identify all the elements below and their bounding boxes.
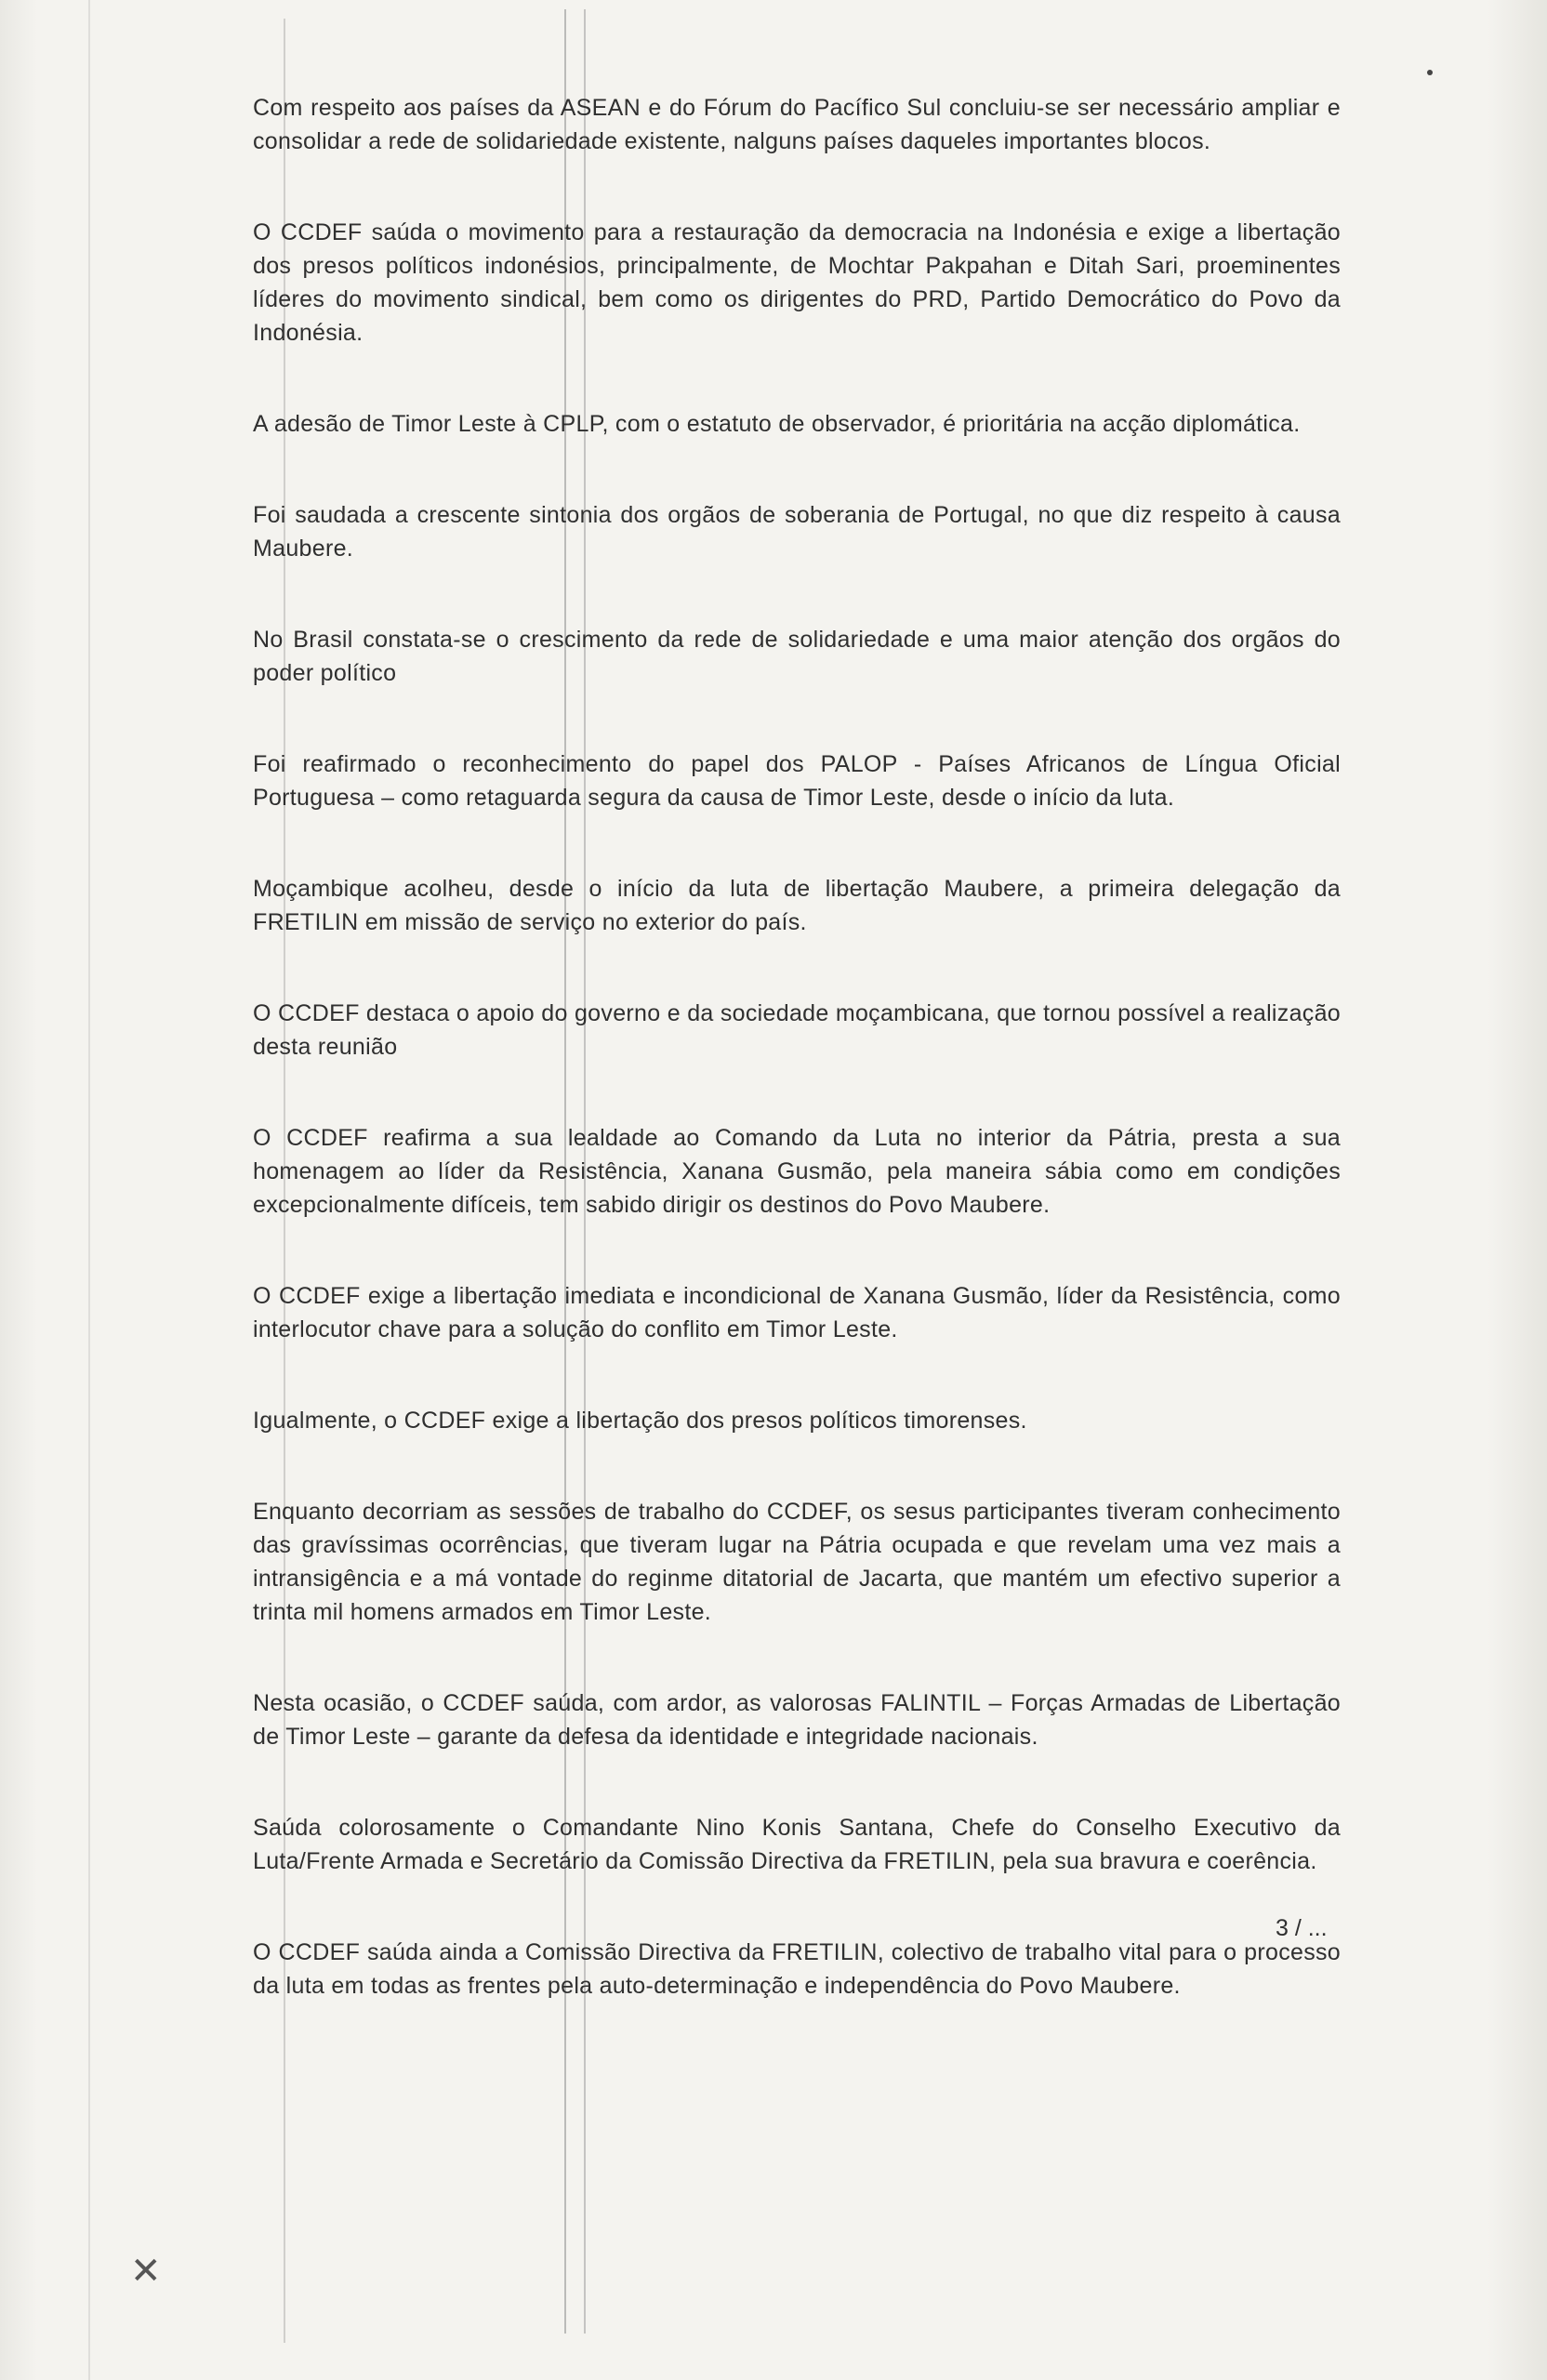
- paragraph-ocorrencias: Enquanto decorriam as sessões de trabalho do CCDEF, os sesus participantes tiveram conhecimento das gravíssimas ocorrências, que tiveram lugar na Pátria ocupada e que revelam uma vez mais a intransigência e a má vontade do reginme ditatorial de Jacarta, que mantém um efectivo superior a trinta mil homens armados em Timor Leste.: [253, 1499, 1341, 1625]
- paragraph-asean: Com respeito aos países da ASEAN e do Fórum do Pacífico Sul concluiu-se ser necessário ampliar e consolidar a rede de solidariedade existente, nalguns países daqueles importantes blocos.: [253, 95, 1341, 154]
- paragraph-libertacao-xanana: O CCDEF exige a libertação imediata e incondicional de Xanana Gusmão, líder da Resistência, como interlocutor chave para a solução do conflito em Timor Leste.: [253, 1283, 1341, 1342]
- paragraph-falintil: Nesta ocasião, o CCDEF saúda, com ardor, as valorosas FALINTIL – Forças Armadas de Libertação de Timor Leste – garante da defesa da identidade e integridade nacionais.: [253, 1690, 1341, 1750]
- scan-speck: [1427, 70, 1433, 75]
- scan-line-edge: [88, 0, 90, 2380]
- paragraph-apoio: O CCDEF destaca o apoio do governo e da sociedade moçambicana, que tornou possível a realização desta reunião: [253, 1000, 1341, 1060]
- document-body: [253, 91, 1341, 2060]
- paragraph-portugal: Foi saudada a crescente sintonia dos orgãos de soberania de Portugal, no que diz respeito à causa Maubere.: [253, 502, 1341, 562]
- paragraph-brasil: No Brasil constata-se o crescimento da rede de solidariedade e uma maior atenção dos orgãos do poder político: [253, 627, 1341, 686]
- paragraph-indonesia: O CCDEF saúda o movimento para a restauração da democracia na Indonésia e exige a libertação dos presos políticos indonésios, principalmente, de Mochtar Pakpahan e Ditah Sari, proeminentes líderes do movimento sindical, bem como os dirigentes do PRD, Partido Democrático do Povo da Indonésia.: [253, 219, 1341, 346]
- paragraph-palop: Foi reafirmado o reconhecimento do papel dos PALOP - Países Africanos de Língua Oficial Portuguesa – como retaguarda segura da causa de Timor Leste, desde o início da luta.: [253, 751, 1341, 811]
- scan-speck: ✕: [130, 2251, 162, 2292]
- paragraph-lealdade: O CCDEF reafirma a sua lealdade ao Comando da Luta no interior da Pátria, presta a sua homenagem ao líder da Resistência, Xanana Gusmão, pela maneira sábia como em condições excepcionalmente difíceis, tem sabido dirigir os destinos do Povo Maubere.: [253, 1125, 1341, 1218]
- paragraph-cplp: A adesão de Timor Leste à CPLP, com o estatuto de observador, é prioritária na acção diplomática.: [253, 411, 1301, 437]
- paragraph-comissao: O CCDEF saúda ainda a Comissão Directiva da FRETILIN, colectivo de trabalho vital para o processo da luta em todas as frentes pela auto-determinação e independência do Povo Maubere.: [253, 1939, 1341, 1999]
- paragraph-mocambique: Moçambique acolheu, desde o início da luta de libertação Maubere, a primeira delegação da FRETILIN em missão de serviço no exterior do país.: [253, 876, 1341, 935]
- paragraph-presos: Igualmente, o CCDEF exige a libertação dos presos políticos timorenses.: [253, 1408, 1027, 1434]
- paragraph-comandante: Saúda colorosamente o Comandante Nino Konis Santana, Chefe do Conselho Executivo da Luta/Frente Armada e Secretário da Comissão Directiva da FRETILIN, pela sua bravura e coerência.: [253, 1815, 1341, 1874]
- page-number: 3 / ...: [1276, 1915, 1328, 1941]
